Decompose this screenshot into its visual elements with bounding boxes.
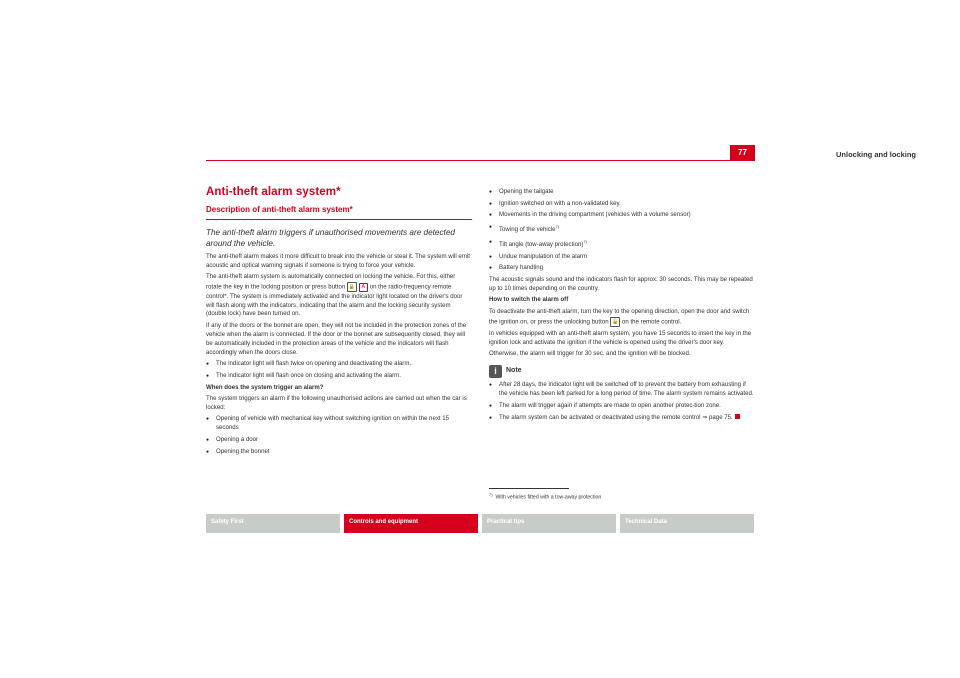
figure-badge: A xyxy=(359,283,368,292)
tab-technical-data[interactable]: Technical Data xyxy=(620,514,754,533)
subheading: How to switch the alarm off xyxy=(489,296,569,304)
list-item: ● After 28 days, the indicator light will be switched off to prevent the battery from exhausting if the vehicle has been left parked for a long period of time. The alarm system remains activated. xyxy=(489,381,755,399)
list-item: ● The alarm system can be activated or deactivated using the remote control ⇒ page 75. xyxy=(489,414,755,423)
right-column xyxy=(489,188,755,425)
intro-text: The anti-theft alarm triggers if unauthorised movements are detected around the vehicle. xyxy=(206,227,455,248)
page-number: 77 xyxy=(730,145,755,161)
subheading: When does the system trigger an alarm? xyxy=(206,383,324,391)
header-rule xyxy=(206,160,730,161)
note-heading xyxy=(489,365,755,378)
paragraph: Otherwise, the alarm will trigger for 30 sec. and the ignition will be blocked. xyxy=(489,350,691,358)
list-item: ● Opening the tailgate xyxy=(489,188,755,197)
footnote-rule xyxy=(489,488,569,489)
list-item: ● Undue manipulation of the alarm xyxy=(489,253,755,262)
list-item: ● Ignition switched on with a non-validated key. xyxy=(489,200,755,209)
footnote-ref: 7) xyxy=(555,224,560,230)
tab-safety-first[interactable]: Safety First xyxy=(206,514,340,533)
paragraph: The anti-theft alarm system is automatically connected on locking the vehicle. For this, either rotate the key in the locking position or press button 🔒 A on the radio-frequency remote control*. The system is immediately activated and the indicator light located on the driver's door will flash along with the indicators, indicating that the alarm and the locking security system (double lock) have been turned on. xyxy=(206,273,463,318)
paragraph: If any of the doors or the bonnet are open, they will not be included in the protection zones of the vehicle when the alarm is connected. If the door or the bonnet are subsequently closed, they will be automatically included in the protection areas of the vehicle and the indicators will flash accordingly when the doors close. xyxy=(206,321,467,356)
tab-controls-and-equipment[interactable]: Controls and equipment xyxy=(344,514,478,533)
list-item: ● The alarm will trigger again if attempts are made to open another protec-tion zone. xyxy=(489,402,755,411)
bullet-list xyxy=(489,188,755,273)
list-item: ● Opening of vehicle with mechanical key without switching ignition on within the next 15 seconds xyxy=(206,415,472,433)
list-item: ● Towing of the vehicle$^{7)}$ xyxy=(489,223,755,235)
paragraph: The anti-theft alarm makes it more difficult to break into the vehicle or steal it. The system will emit acoustic and optical warning signals if someone is trying to force your vehicle. xyxy=(206,252,470,269)
list-item: ● Opening a door xyxy=(206,436,472,445)
footnote: $^{7)}$ With vehicles fitted with a tow-away protection xyxy=(489,492,602,501)
note-label: Note xyxy=(506,367,522,375)
list-item: ● Battery handling xyxy=(489,264,755,273)
section-title: Anti-theft alarm system* xyxy=(206,186,341,198)
list-item: ● Movements in the driving compartment (vehicles with a volume sensor) xyxy=(489,211,755,220)
paragraph: To deactivate the anti-theft alarm, turn the key to the opening direction, open the door and switch the ignition on, or press the unlocking button 🔓 on the remote control. xyxy=(489,307,750,326)
paragraph: The acoustic signals sound and the indicators flash for approx. 30 seconds. This may be repeated up to 10 times depending on the country. xyxy=(489,275,753,292)
footer-tabs xyxy=(206,514,755,533)
bullet-list xyxy=(206,415,472,456)
list-item: ● Opening the bonnet xyxy=(206,448,472,457)
lock-button-icon: 🔒 xyxy=(348,284,356,291)
paragraph: The system triggers an alarm if the following unauthorised actions are carried out when the car is locked: xyxy=(206,395,467,411)
end-mark-icon xyxy=(735,414,740,419)
list-item: ● Tilt angle (tow-away protection)$^{7)}$ xyxy=(489,238,755,250)
note-list xyxy=(489,381,755,422)
left-column xyxy=(206,188,472,460)
list-item: ● The indicator light will flash twice on opening and deactivating the alarm.. xyxy=(206,360,472,369)
tab-practical-tips[interactable]: Practical tips xyxy=(482,514,616,533)
list-item: ● The indicator light will flash once on closing and activating the alarm. xyxy=(206,372,472,381)
note-icon: i xyxy=(489,365,502,378)
paragraph: In vehicles equipped with an anti-theft alarm system, you have 15 seconds to insert the key in the ignition lock and activate the ignition if the vehicle is opened using the driver's door key. xyxy=(489,329,752,346)
unlock-button-icon: 🔓 xyxy=(612,318,619,325)
bullet-list xyxy=(206,360,472,381)
subsection-title: Description of anti-theft alarm system* xyxy=(206,206,472,220)
footnote-ref: 7) xyxy=(583,238,588,244)
page-header-title: Unlocking and locking xyxy=(835,150,916,159)
